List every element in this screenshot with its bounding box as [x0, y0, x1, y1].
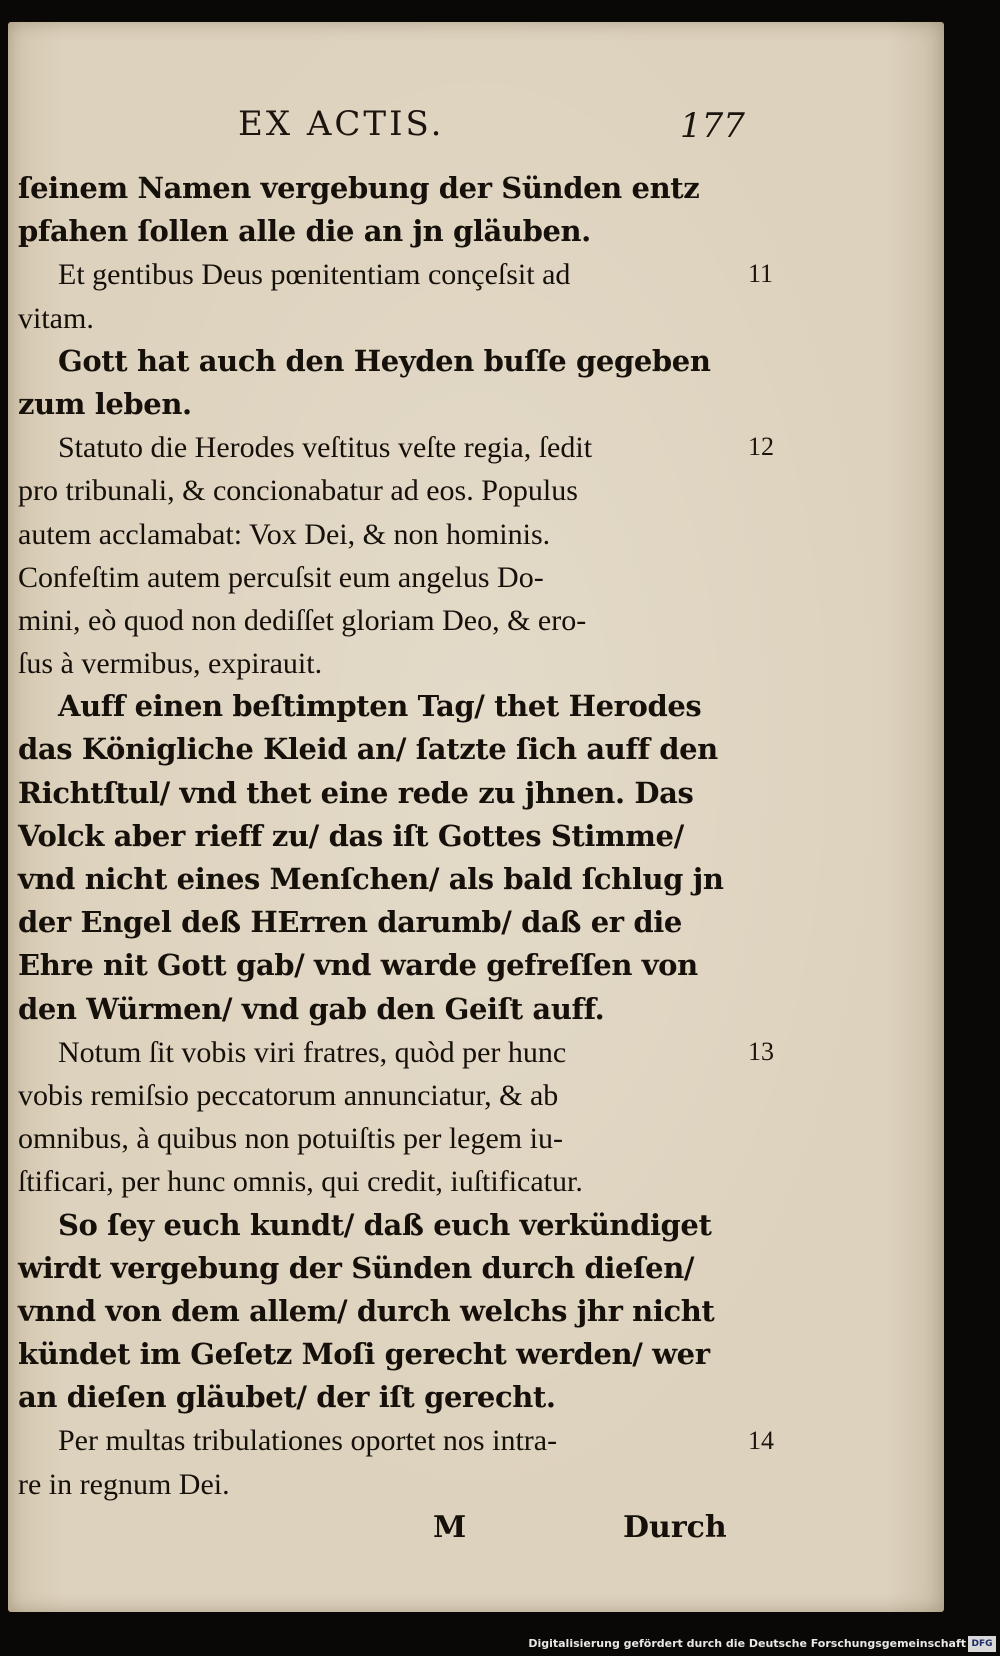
- text-line: mini, eò quod non dediſſet gloriam Deo, & ero-: [18, 603, 587, 637]
- text-line: Confeſtim autem percuſsit eum angelus Do-: [18, 560, 544, 594]
- text-line: Et gentibus Deus pœnitentiam conçeſsit ad: [58, 258, 571, 292]
- text-line: Volck aber rieff zu/ das iſt Gottes Stimme/: [18, 818, 684, 853]
- text-line: Per multas tribulationes oportet nos intra-: [58, 1424, 558, 1458]
- text-line: an dieſen gläubet/ der iſt gerecht.: [18, 1380, 556, 1415]
- text-line: Notum ſit vobis viri fratres, quòd per hunc: [58, 1035, 567, 1069]
- text-line: vobis remiſsio peccatorum annunciatur, & ab: [18, 1078, 559, 1112]
- text-line: vnnd von dem allem/ durch welchs jhr nicht: [18, 1293, 715, 1328]
- book-page: [8, 22, 944, 1612]
- text-line: wirdt vergebung der Sünden durch dieſen/: [18, 1250, 695, 1285]
- text-line: zum leben.: [18, 386, 192, 421]
- verse-number: 13: [748, 1037, 774, 1066]
- catchword-line: [18, 1506, 728, 1549]
- page-number: 177: [680, 106, 745, 146]
- text-line: autem acclamabat: Vox Dei, & non hominis.: [18, 517, 551, 551]
- text-line: Ehre nit Gott gab/ vnd warde gefreſſen von: [18, 948, 698, 983]
- catchword: Durch: [623, 1509, 727, 1545]
- text-line: re in regnum Dei.: [18, 1467, 230, 1501]
- text-line: ſus à vermibus, expirauit.: [18, 647, 323, 681]
- signature-mark: M: [433, 1509, 467, 1545]
- text-line: So ſey euch kundt/ daß euch verkündiget: [58, 1207, 712, 1242]
- text-line: ſtificari, per hunc omnis, qui credit, iuſtificatur.: [18, 1165, 583, 1199]
- text-line: omnibus, à quibus non potuiſtis per legem iu-: [18, 1122, 563, 1156]
- text-line: Gott hat auch den Heyden buſſe gegeben: [58, 343, 711, 378]
- verse-number: 12: [748, 432, 774, 462]
- funding-note: Digitalisierung gefördert durch die Deutsche Forschungsgemeinschaft: [528, 1637, 966, 1650]
- text-line: kündet im Geſetz Moſi gerecht werden/ wer: [18, 1337, 710, 1372]
- text-line: pro tribunali, & concionabatur ad eos. Populus: [18, 474, 578, 508]
- text-line: Statuto die Herodes veſtitus veſte regia, ſedit: [58, 431, 593, 465]
- text-line: pfahen ſollen alle die an jn gläuben.: [18, 214, 591, 249]
- text-block: [18, 167, 728, 1549]
- verse-number: 11: [748, 259, 774, 289]
- running-head: [8, 104, 944, 154]
- running-title: EX ACTIS.: [238, 104, 445, 144]
- text-line: vnd nicht eines Menſchen/ als bald ſchlug jn: [18, 862, 724, 896]
- text-line: ſeinem Namen vergebung der Sünden entz: [18, 171, 700, 205]
- dfg-logo: DFG: [968, 1636, 996, 1652]
- text-line: den Würmen/ vnd gab den Geiſt auff.: [18, 991, 605, 1026]
- text-line: Richtſtul/ vnd thet eine rede zu jhnen. Das: [18, 775, 694, 810]
- text-line: der Engel deß HErren darumb/ daß er die: [18, 905, 682, 940]
- text-line: vitam.: [18, 301, 94, 335]
- digitization-footer: [0, 1634, 1000, 1656]
- verse-number: 14: [748, 1425, 774, 1455]
- text-line: Auff einen beſtimpten Tag/ thet Herodes: [58, 689, 702, 724]
- text-line: das Königliche Kleid an/ ſatzte ſich auff den: [18, 732, 718, 767]
